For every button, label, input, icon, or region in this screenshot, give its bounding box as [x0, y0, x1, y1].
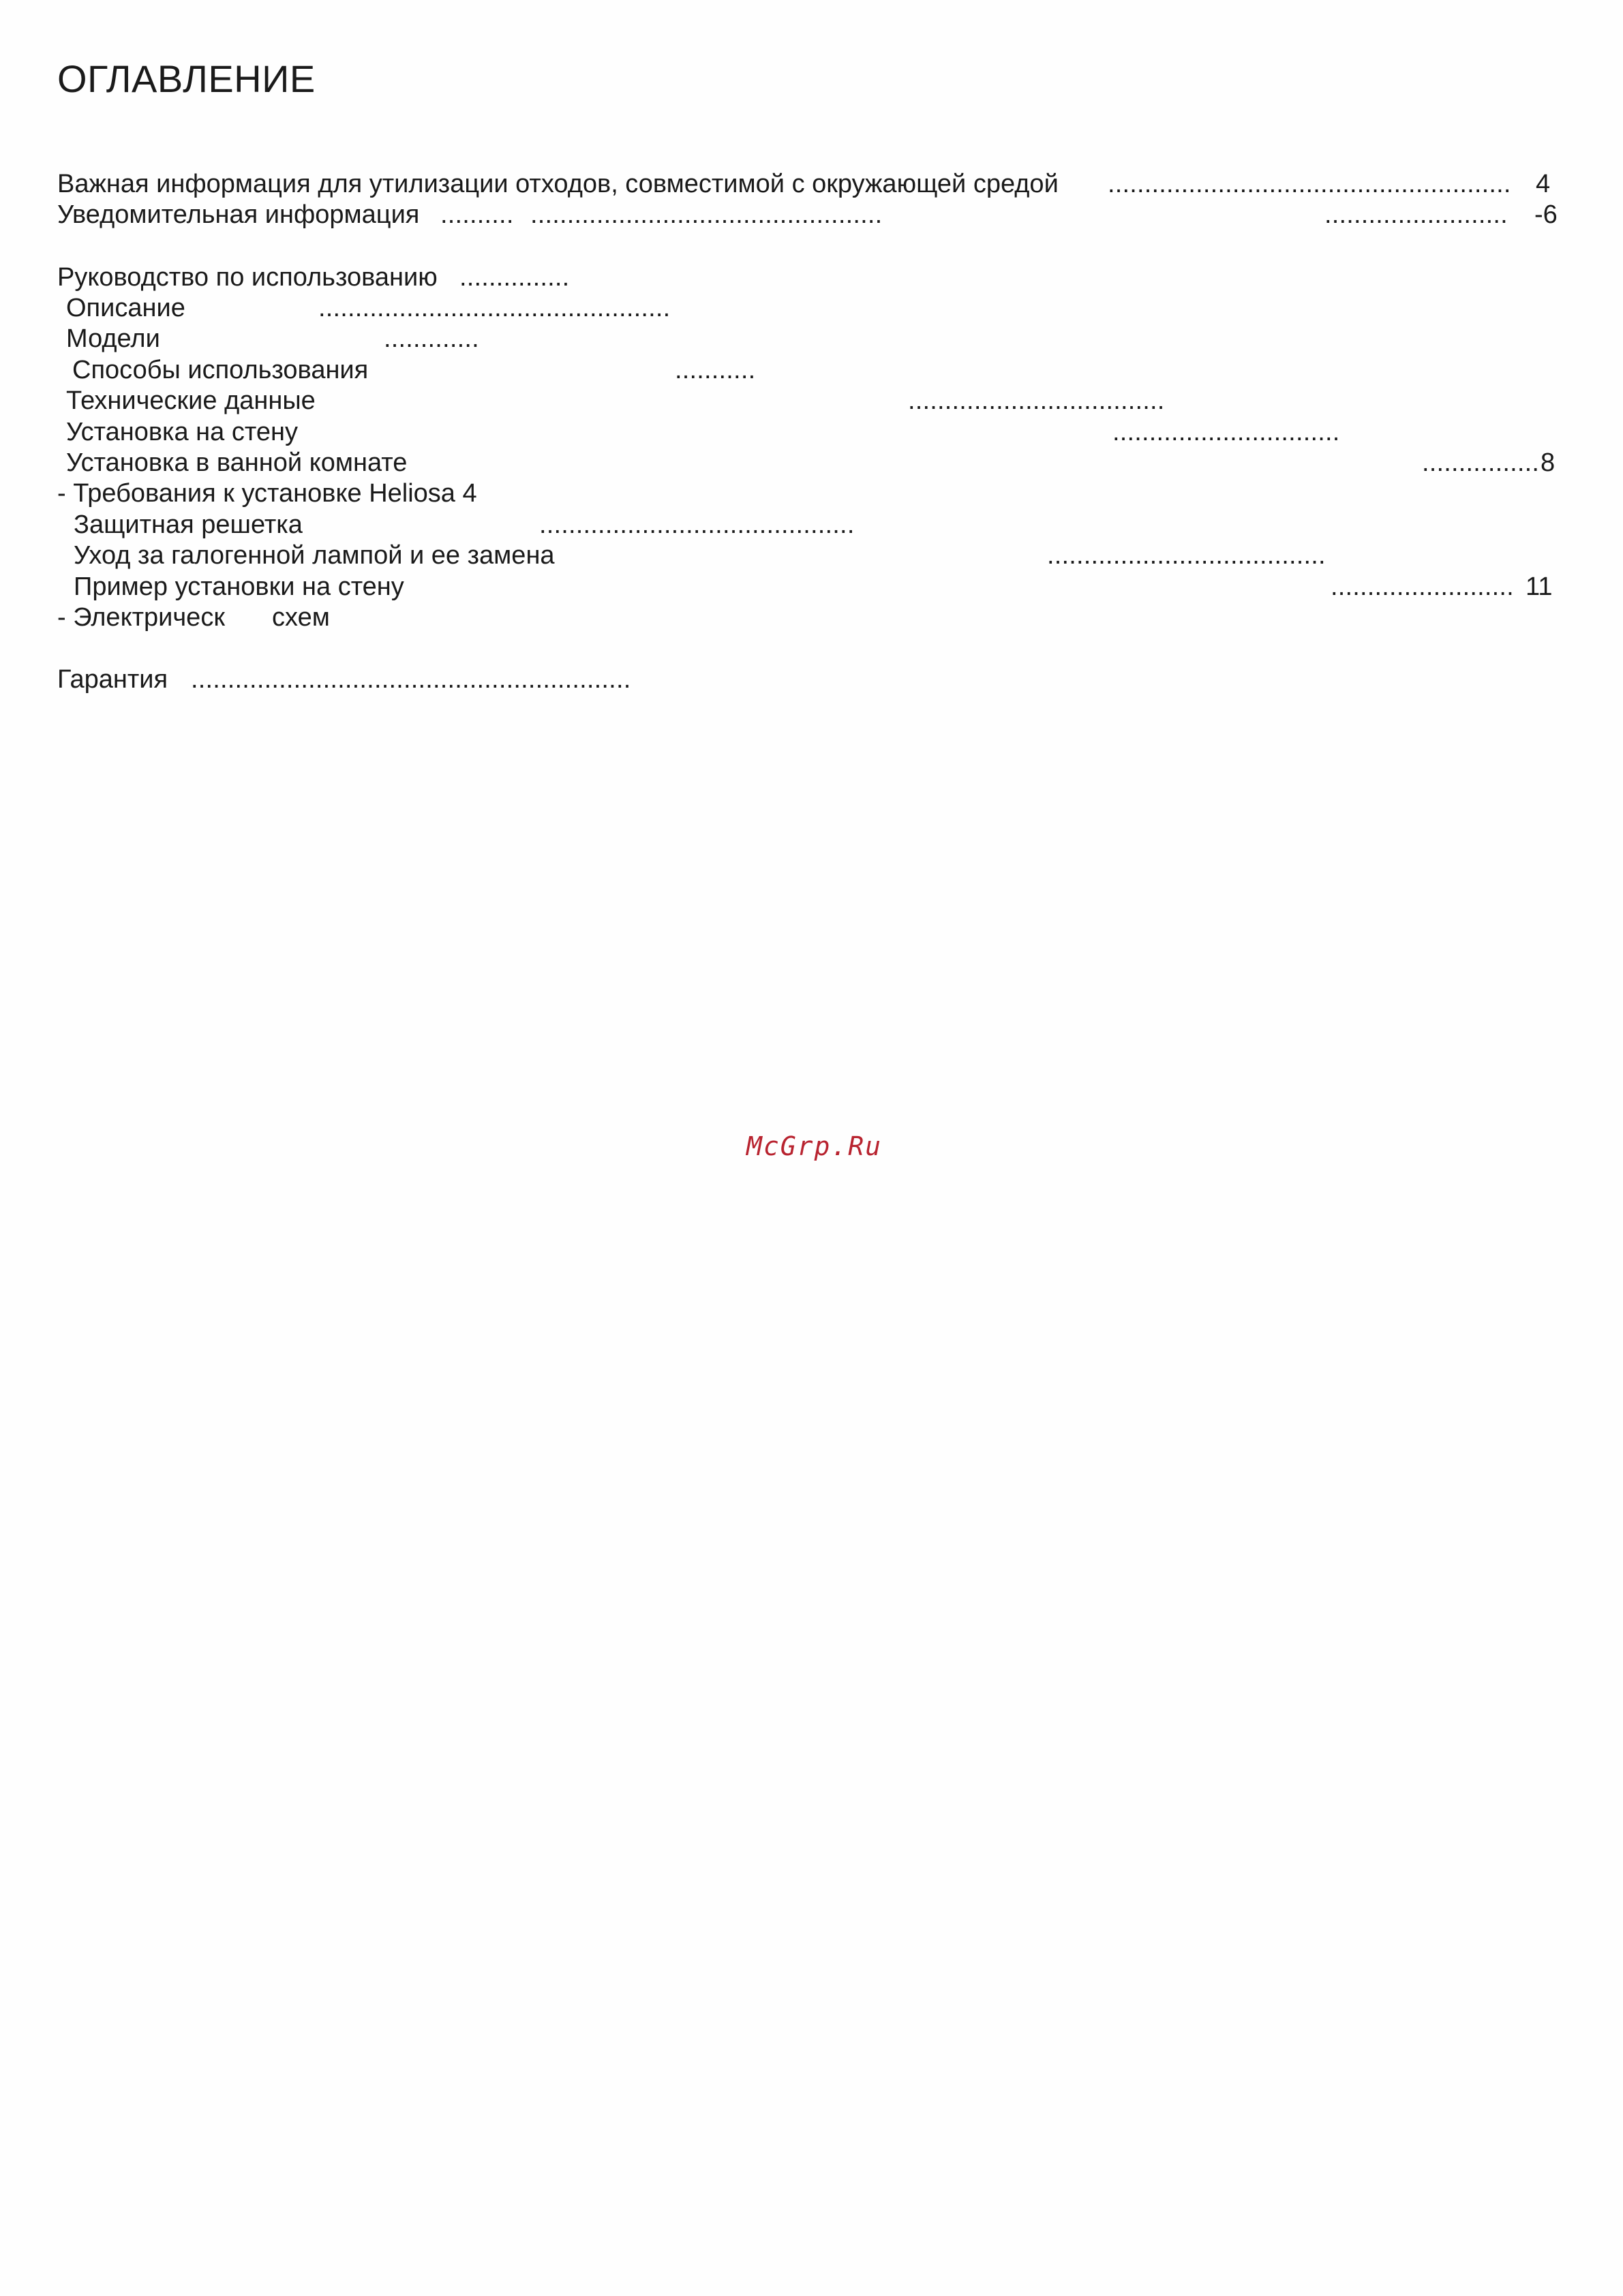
toc-leader-dots: ..........: [440, 200, 514, 229]
toc-entry-disposal-info: Важная информация для утилизации отходов, совместимой с окружающей средой: [57, 170, 1059, 198]
toc-entry-wall-mounting: Установка на стену: [66, 418, 298, 446]
toc-page-number: -6: [1534, 200, 1558, 229]
toc-entry-notice-info: Уведомительная информация: [57, 200, 420, 229]
toc-entry-description: Описание: [66, 294, 185, 322]
toc-leader-dots: ................: [1422, 448, 1540, 477]
toc-leader-dots: .........................: [1331, 572, 1514, 601]
toc-leader-dots: ......................................: [1047, 541, 1326, 570]
toc-page-number: 4: [1536, 170, 1551, 198]
toc-entry-install-requirements: - Требования к установке Heliosa 4: [57, 479, 477, 508]
toc-leader-dots: ...........: [675, 356, 756, 384]
toc-leader-dots: ...............: [459, 263, 570, 292]
toc-leader-dots: ...................................: [908, 386, 1165, 415]
toc-entry-halogen-lamp: Уход за галогенной лампой и ее замена: [74, 541, 555, 570]
toc-page-number: 8: [1541, 448, 1556, 477]
watermark: McGrp.Ru: [746, 1131, 883, 1161]
toc-leader-dots: ...............................: [1112, 418, 1340, 446]
toc-entry-electrical-scheme: - Электрическ: [57, 603, 225, 632]
toc-leader-dots: ................................................: [530, 200, 883, 229]
toc-leader-dots: .............: [384, 324, 479, 353]
toc-entry-warranty: Гарантия: [57, 665, 168, 694]
toc-leader-dots: ............................................................: [191, 665, 631, 694]
toc-entry-user-manual: Руководство по использованию: [57, 263, 438, 292]
toc-leader-dots: .......................................................: [1108, 170, 1511, 198]
page-title: ОГЛАВЛЕНИЕ: [57, 57, 316, 100]
toc-leader-dots: ................................................: [318, 294, 671, 322]
toc-entry-models: Модели: [66, 324, 160, 353]
toc-entry-protective-grill: Защитная решетка: [74, 510, 303, 539]
toc-entry-install-example: Пример установки на стену: [74, 572, 404, 601]
toc-entry-electrical-scheme-suffix: схем: [272, 603, 330, 632]
toc-page-number: 11: [1526, 572, 1553, 601]
toc-leader-dots: .........................: [1324, 200, 1508, 229]
toc-entry-usage-methods: Способы использования: [72, 356, 369, 384]
toc-leader-dots: ...........................................: [539, 510, 855, 539]
toc-entry-technical-data: Технические данные: [66, 386, 316, 415]
toc-entry-bathroom-install: Установка в ванной комнате: [66, 448, 408, 477]
